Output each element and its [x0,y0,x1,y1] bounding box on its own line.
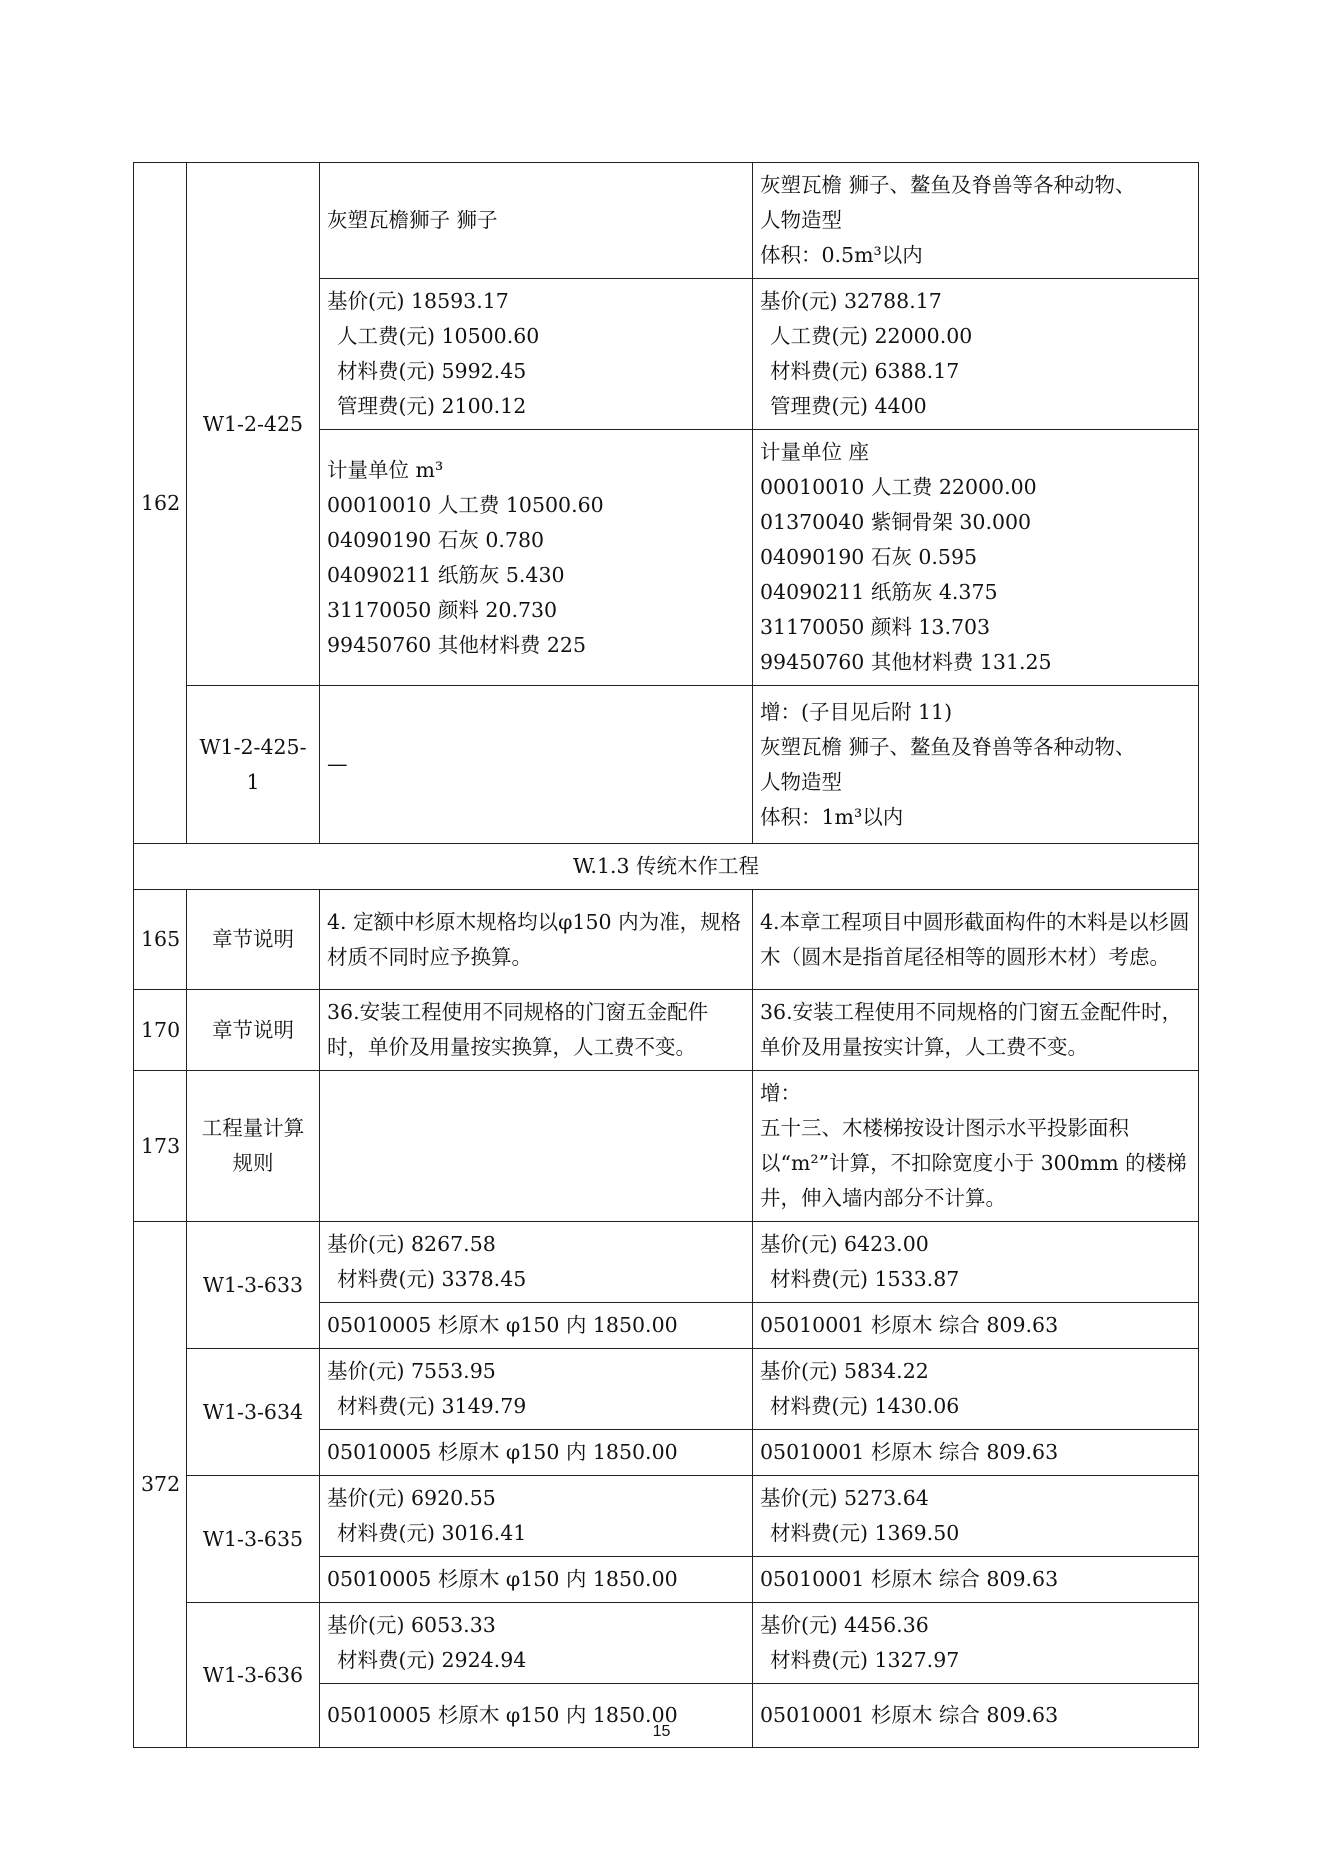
new-item-name: 灰塑瓦檐 狮子、鳌鱼及脊兽等各种动物、 人物造型 体积：0.5m³以内 [753,163,1199,279]
new-material-cell: 05010001 杉原木 综合 809.63 [753,1430,1199,1476]
revision-table [133,162,1199,1748]
row-number: 372 [134,1222,187,1748]
old-material-cell: 05010005 杉原木 φ150 内 1850.00 [320,1684,753,1748]
new-price-cell: 基价(元) 32788.17 人工费(元) 22000.00 材料费(元) 6388.17 管理费(元) 4400 [753,279,1199,430]
old-text: 36.安装工程使用不同规格的门窗五金配件时，单价及用量按实换算，人工费不变。 [320,990,753,1071]
old-material-cell: 计量单位 m³ 00010010 人工费 10500.60 04090190 石灰 0.780 04090211 纸筋灰 5.430 31170050 颜料 20.730 99450760 其他材料费 225 [320,430,753,686]
row-type: 章节说明 [187,890,320,990]
row-number: 162 [134,163,187,844]
old-text [320,1071,753,1222]
old-price-cell: 基价(元) 6053.33 材料费(元) 2924.94 [320,1603,753,1684]
item-code: W1-2-425 [187,163,320,686]
old-material-cell: 05010005 杉原木 φ150 内 1850.00 [320,1557,753,1603]
item-code: W1-3-635 [187,1476,320,1603]
new-price-cell: 基价(元) 5273.64 材料费(元) 1369.50 [753,1476,1199,1557]
old-item-cell: — [320,686,753,844]
item-code: W1-2-425-1 [187,686,320,844]
new-text: 4.本章工程项目中圆形截面构件的木料是以杉圆木（圆木是指首尾径相等的圆形木材）考虑。 [753,890,1199,990]
item-code: W1-3-633 [187,1222,320,1349]
old-price-cell: 基价(元) 18593.17 人工费(元) 10500.60 材料费(元) 5992.45 管理费(元) 2100.12 [320,279,753,430]
new-material-cell: 05010001 杉原木 综合 809.63 [753,1303,1199,1349]
row-number: 173 [134,1071,187,1222]
row-type: 工程量计算规则 [187,1071,320,1222]
new-price-cell: 基价(元) 4456.36 材料费(元) 1327.97 [753,1603,1199,1684]
new-price-cell: 基价(元) 5834.22 材料费(元) 1430.06 [753,1349,1199,1430]
old-material-cell: 05010005 杉原木 φ150 内 1850.00 [320,1430,753,1476]
row-number: 170 [134,990,187,1071]
new-text: 36.安装工程使用不同规格的门窗五金配件时，单价及用量按实计算，人工费不变。 [753,990,1199,1071]
new-material-cell: 05010001 杉原木 综合 809.63 [753,1557,1199,1603]
old-material-cell: 05010005 杉原木 φ150 内 1850.00 [320,1303,753,1349]
old-text: 4. 定额中杉原木规格均以φ150 内为准，规格材质不同时应予换算。 [320,890,753,990]
old-price-cell: 基价(元) 7553.95 材料费(元) 3149.79 [320,1349,753,1430]
old-price-cell: 基价(元) 6920.55 材料费(元) 3016.41 [320,1476,753,1557]
new-material-cell: 05010001 杉原木 综合 809.63 [753,1684,1199,1748]
row-number: 165 [134,890,187,990]
new-material-cell: 计量单位 座 00010010 人工费 22000.00 01370040 紫铜骨架 30.000 04090190 石灰 0.595 04090211 纸筋灰 4.375 31170050 颜料 13.703 99450760 其他材料费 131.25 [753,430,1199,686]
new-price-cell: 基价(元) 6423.00 材料费(元) 1533.87 [753,1222,1199,1303]
row-type: 章节说明 [187,990,320,1071]
old-price-cell: 基价(元) 8267.58 材料费(元) 3378.45 [320,1222,753,1303]
new-item-cell: 增：(子目见后附 11) 灰塑瓦檐 狮子、鳌鱼及脊兽等各种动物、 人物造型 体积：1m³以内 [753,686,1199,844]
old-item-name: 灰塑瓦檐狮子 狮子 [320,163,753,279]
new-text: 增： 五十三、木楼梯按设计图示水平投影面积以“m²”计算，不扣除宽度小于 300mm 的楼梯井，伸入墙内部分不计算。 [753,1071,1199,1222]
page-number: 15 [652,1723,671,1740]
item-code: W1-3-634 [187,1349,320,1476]
item-code: W1-3-636 [187,1603,320,1748]
section-heading: W.1.3 传统木作工程 [134,844,1199,890]
